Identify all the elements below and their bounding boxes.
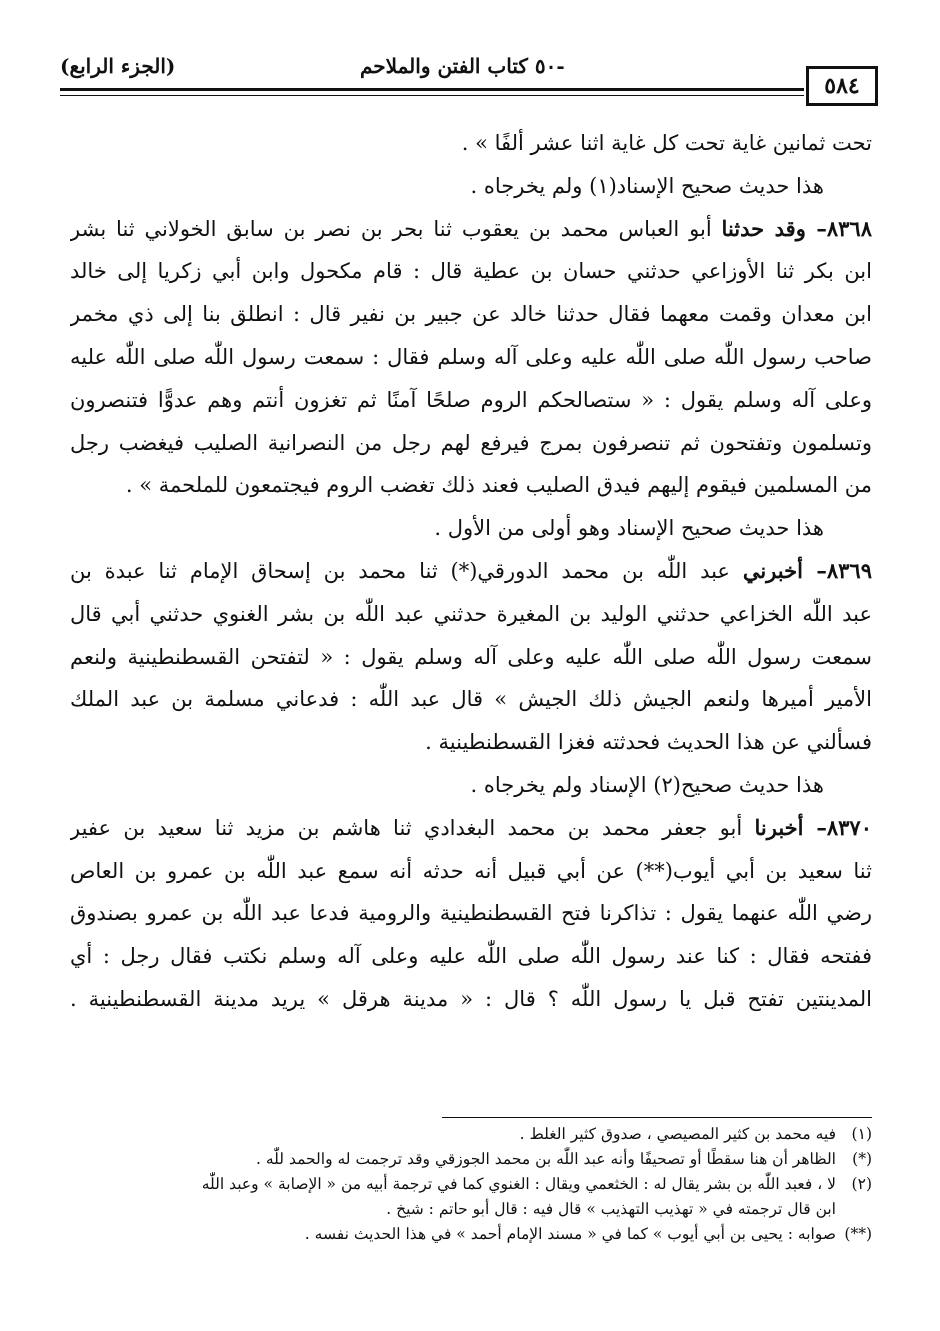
footnote: (١)فيه محمد بن كثير المصيصي ، صدوق كثير الغلط . xyxy=(70,1122,872,1147)
hadith-number: ٨٣٧٠– أخبرنا xyxy=(754,814,872,840)
hadith-8369-first-line: ٨٣٦٩– أخبرني عبد اللّٰه بن محمد الدورقي(*) ثنا محمد بن إسحاق الإمام ثنا عبدة بن xyxy=(70,557,872,583)
book-title: -٥٠ كتاب الفتن والملاحم xyxy=(360,54,565,78)
text-line: ففتحه فقال : كنا عند رسول اللّٰه صلى اللّٰه عليه وعلى آله وسلم نكتب فقال رجل : أي xyxy=(70,944,872,969)
text-line: تحت ثمانين غاية تحت كل غاية اثنا عشر ألفًا » . xyxy=(461,131,872,155)
verdict-line: هذا حديث صحيح(٢) الإسناد ولم يخرجاه . xyxy=(470,772,824,797)
text-line: عبد اللّٰه الخزاعي حدثني الوليد بن المغيرة حدثني عبد اللّٰه بن بشر الغنوي حدثني أبي قال xyxy=(70,601,872,626)
verdict-line: هذا حديث صحيح الإسناد وهو أولى من الأول . xyxy=(434,516,824,541)
hadith-8368-first-line: ٨٣٦٨– وقد حدثنا أبو العباس محمد بن يعقوب ثنا بحر بن نصر بن سابق الخولاني ثنا بشر xyxy=(70,215,872,241)
text-line: ابن معدان وقمت معهما فقال حدثنا خالد عن جبير بن نفير قال : انطلق بنا إلى ذي مخمر xyxy=(70,302,872,327)
text-line: رضي اللّٰه عنهما يقول : تذاكرنا فتح القسطنطينية والرومية فدعا عبد اللّٰه بن عمرو بصندوق xyxy=(70,901,872,926)
text-line: وتسلمون وتفتحون ثم تنصرفون بمرج فيرفع لهم رجل من النصرانية الصليب فيغضب رجل xyxy=(70,430,872,455)
footnote: (٢)لا ، فعبد اللّٰه بن بشر يقال له : الخثعمي ويقال : الغنوي كما في ترجمة أبيه من « الإصابة » وعبد اللّٰه xyxy=(70,1172,872,1197)
footnote-separator xyxy=(442,1117,872,1118)
header-rule-thin xyxy=(60,95,804,96)
text-line: سمعت رسول اللّٰه صلى اللّٰه عليه وعلى آله وسلم يقول : « لتفتحن القسطنطينية ولنعم xyxy=(70,644,872,669)
verdict-line: هذا حديث صحيح الإسناد(١) ولم يخرجاه . xyxy=(470,173,824,198)
header-rule-thick xyxy=(60,88,804,91)
footnote-marker: (١) xyxy=(851,1125,872,1143)
volume-label: (الجزء الرابع) xyxy=(60,54,176,78)
text-line: فسألني عن هذا الحديث فحدثته فغزا القسطنطينية . xyxy=(425,730,872,755)
text-line: ثنا سعيد بن أبي أيوب(**) عن أبي قبيل أنه حدثه أنه سمع عبد اللّٰه بن عمرو بن العاص xyxy=(70,858,872,883)
footnote-continuation: ابن قال ترجمته في « تهذيب التهذيب » قال فيه : قال أبو حاتم : شيخ . xyxy=(386,1200,836,1218)
footnote-marker: (٢) xyxy=(851,1175,872,1193)
footnote-marker: (**) xyxy=(844,1225,872,1243)
text-line: ابن بكر ثنا الأوزاعي حدثني حسان بن عطية قال : قام مكحول وابن أبي زكريا إلى خالد xyxy=(70,259,872,284)
hadith-8370-first-line: ٨٣٧٠– أخبرنا أبو جعفر محمد بن محمد البغدادي ثنا هاشم بن مزيد ثنا سعيد بن عفير xyxy=(70,814,872,840)
footnote: (**)صوابه : يحيى بن أبي أيوب » كما في « مسند الإمام أحمد » في هذا الحديث نفسه . xyxy=(70,1222,872,1247)
text-line: من المسلمين فيقوم إليهم فيدق الصليب فعند ذلك تغضب الروم فيجتمعون للملحمة » . xyxy=(125,473,872,498)
text-line: صاحب رسول اللّٰه صلى اللّٰه عليه وعلى آله وسلم فقال : سمعت رسول اللّٰه صلى اللّٰه عليه xyxy=(70,344,872,369)
page-number: ٥٨٤ xyxy=(806,66,878,106)
hadith-number: ٨٣٦٨– وقد حدثنا xyxy=(721,215,872,241)
text-line: وعلى آله وسلم يقول : « ستصالحكم الروم صلحًا آمنًا ثم تغزون أنتم وهم عدوًّا فتنصرون xyxy=(70,387,872,412)
footnote: (*)الظاهر أن هنا سقطًا أو تصحيفًا وأنه عبد اللّٰه بن محمد الجوزقي وقد ترجمت له والحمد للّٰه . xyxy=(70,1147,872,1172)
hadith-number: ٨٣٦٩– أخبرني xyxy=(742,557,872,583)
footnotes xyxy=(70,1122,872,1247)
footnote-marker: (*) xyxy=(852,1150,872,1168)
text-line: المدينتين تفتح قبل يا رسول اللّٰه ؟ قال : « مدينة هرقل » يريد مدينة القسطنطينية . xyxy=(70,986,872,1011)
text-line: الأمير أميرها ولنعم الجيش ذلك الجيش » قال عبد اللّٰه : فدعاني مسلمة بن عبد الملك xyxy=(70,687,872,712)
main-text xyxy=(70,122,872,1021)
page-header xyxy=(60,48,878,88)
